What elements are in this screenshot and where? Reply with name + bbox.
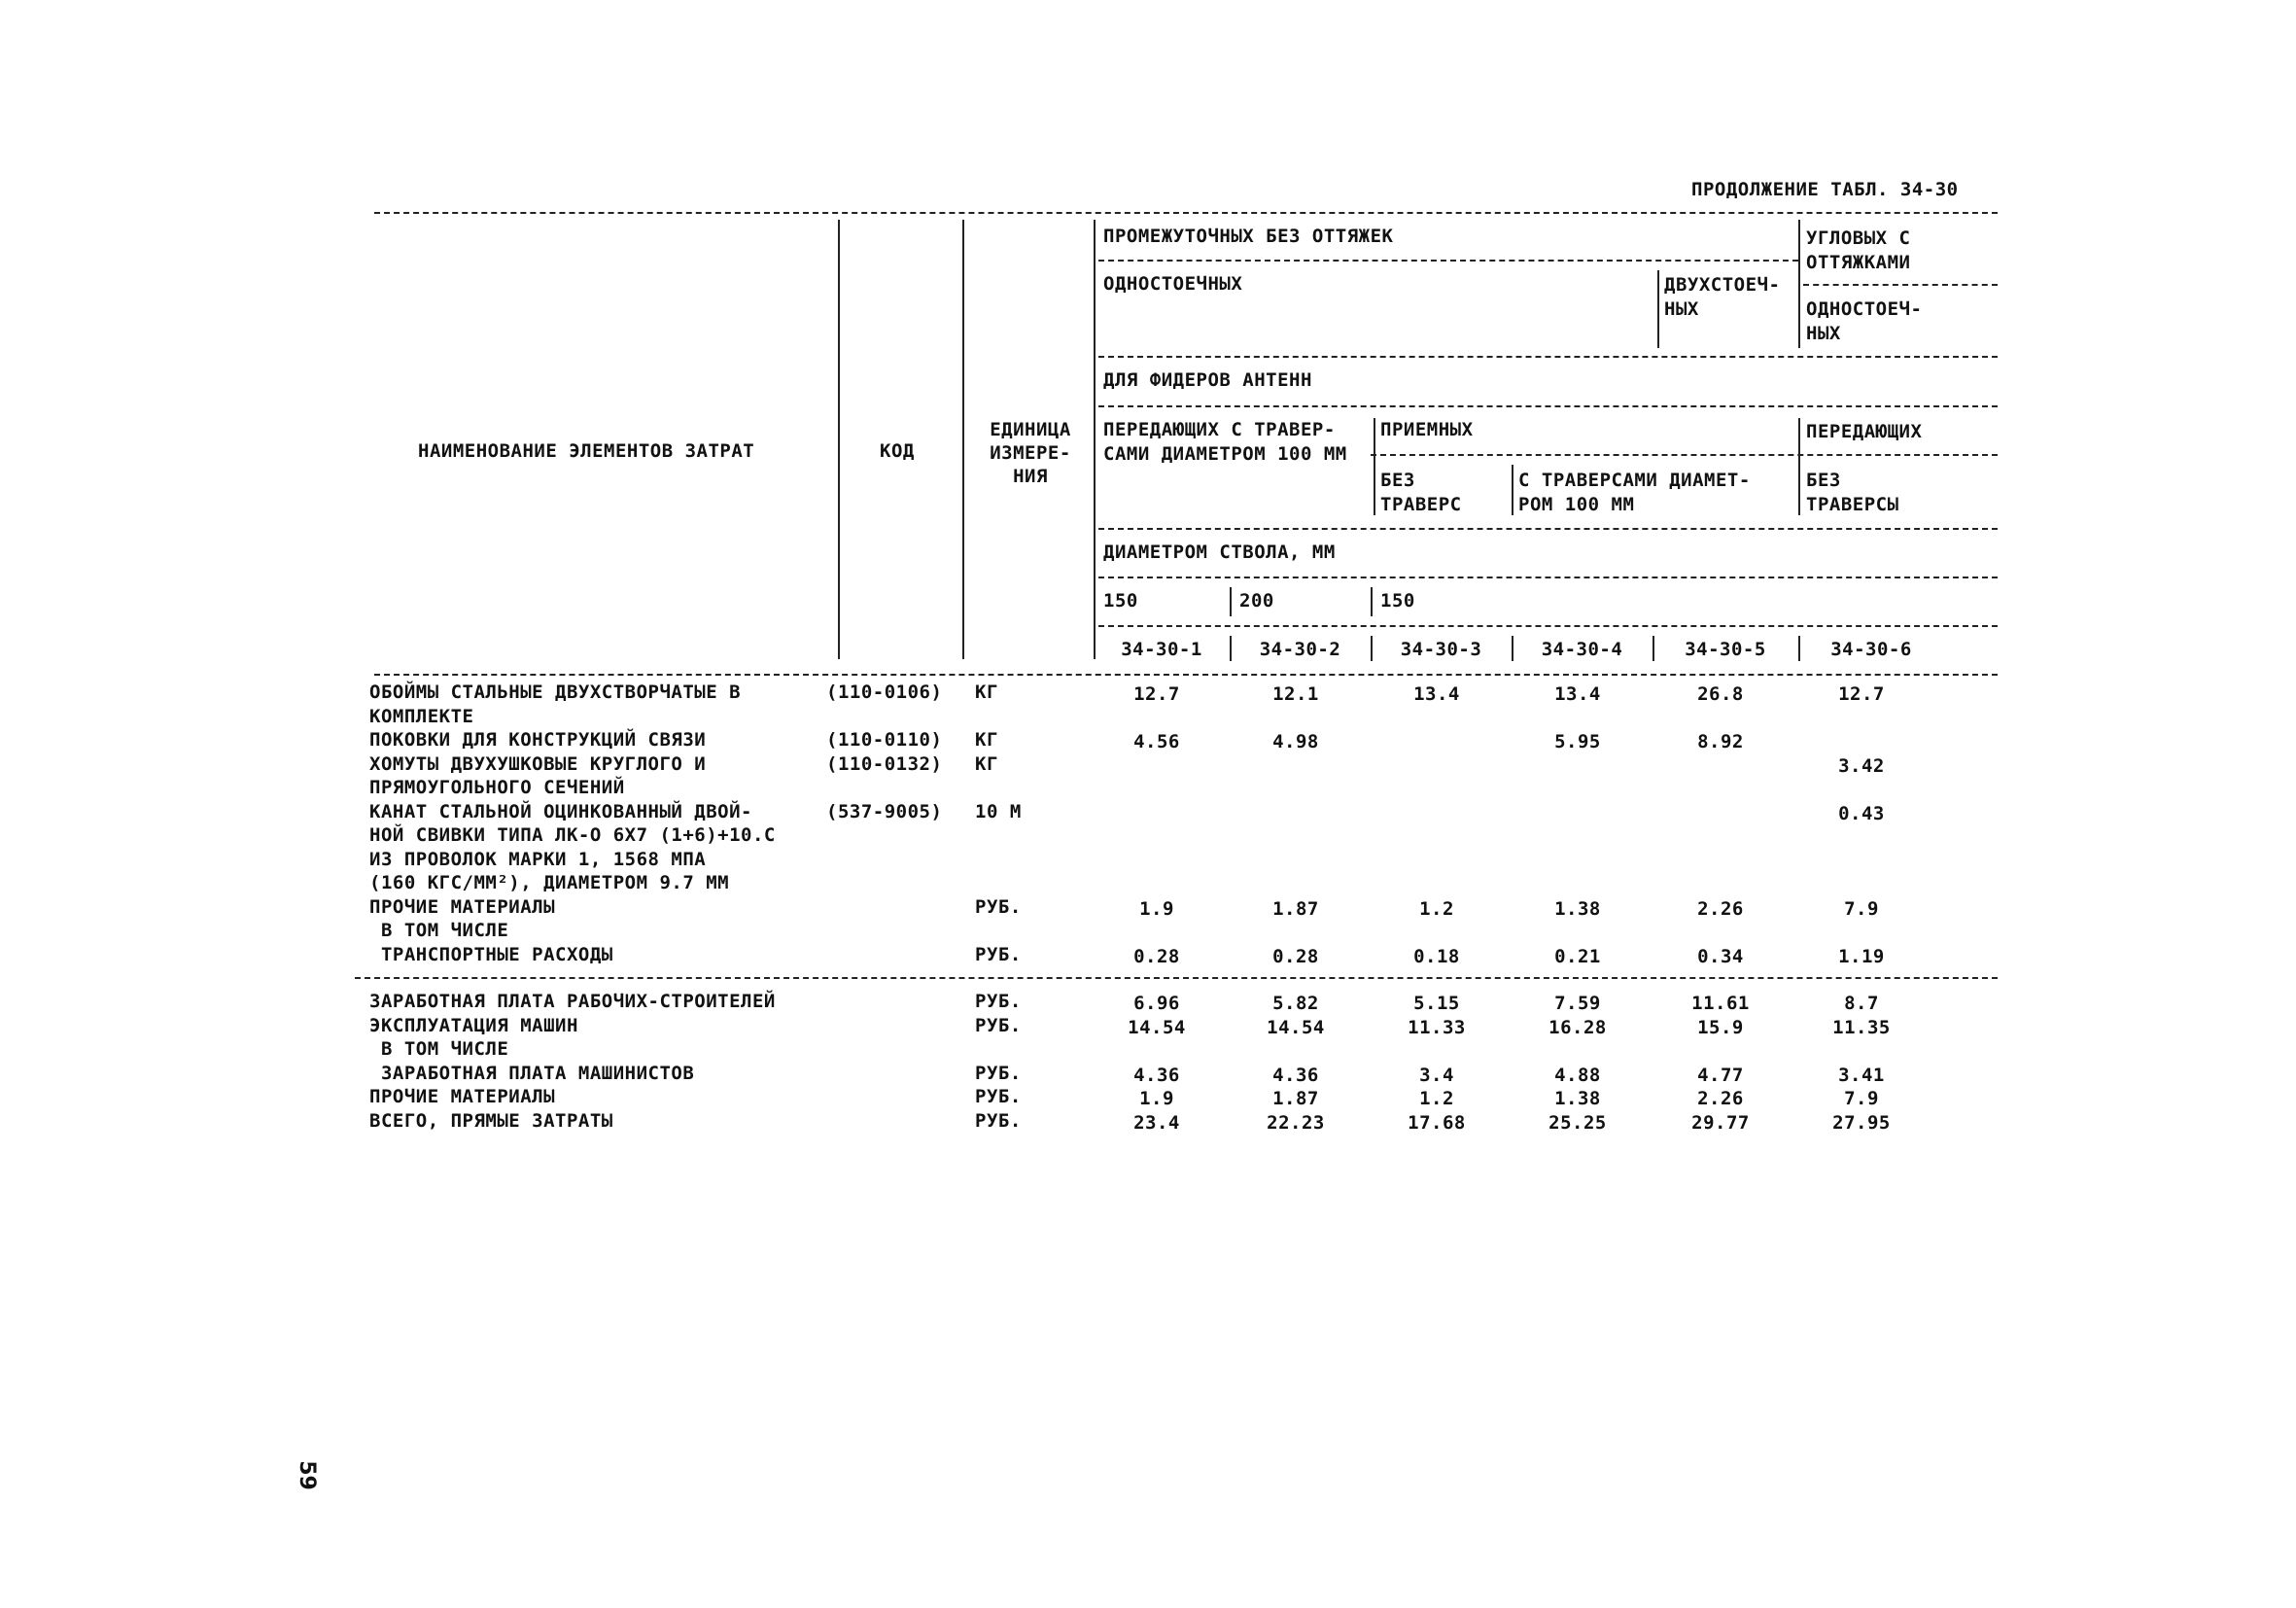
header-transmit-travers-1: ПЕРЕДАЮЩИХ С ТРАВЕР- bbox=[1103, 419, 1336, 440]
row-value: 0.43 bbox=[1838, 802, 1885, 824]
column-code-2: 34-30-2 bbox=[1259, 639, 1341, 660]
row-unit: РУБ. bbox=[975, 1086, 1022, 1107]
col-sep-code3 bbox=[1371, 636, 1373, 661]
row-value: 1.2 bbox=[1419, 897, 1454, 920]
row-value: 23.4 bbox=[1133, 1111, 1180, 1134]
row-value: 7.59 bbox=[1554, 993, 1601, 1014]
header-top-rule bbox=[374, 212, 1998, 214]
row-name-line: ХОМУТЫ ДВУХУШКОВЫЕ КРУГЛОГО И bbox=[369, 752, 707, 775]
row-value: 13.4 bbox=[1554, 683, 1601, 705]
header-no-traversy-2: ТРАВЕРСЫ bbox=[1806, 494, 1899, 515]
row-value: 13.4 bbox=[1413, 683, 1460, 705]
row-name-line: НОЙ СВИВКИ ТИПА ЛК-О 6Х7 (1+6)+10.С bbox=[369, 824, 776, 846]
header-rule-1b bbox=[1803, 284, 1998, 286]
row-name-line: ПРОЧИЕ МАТЕРИАЛЫ bbox=[369, 895, 556, 918]
column-code-5: 34-30-5 bbox=[1685, 639, 1766, 660]
row-value: 4.98 bbox=[1272, 731, 1319, 752]
header-transmit-travers-2: САМИ ДИАМЕТРОМ 100 ММ bbox=[1103, 443, 1347, 465]
table-caption: ПРОДОЛЖЕНИЕ ТАБЛ. 34-30 bbox=[1691, 179, 1959, 200]
row-value: 8.92 bbox=[1697, 731, 1744, 752]
row-value: 12.7 bbox=[1838, 683, 1885, 705]
row-value: 1.19 bbox=[1838, 945, 1885, 967]
row-value: 5.15 bbox=[1413, 993, 1460, 1014]
header-corner-2: ОТТЯЖКАМИ bbox=[1806, 252, 1911, 273]
header-rule-6 bbox=[1098, 577, 1998, 578]
row-value: 11.33 bbox=[1408, 1016, 1466, 1038]
row-value: 11.61 bbox=[1691, 993, 1750, 1014]
row-name-line: ТРАНСПОРТНЫЕ РАСХОДЫ bbox=[369, 943, 613, 965]
row-value: 0.18 bbox=[1413, 945, 1460, 967]
row-unit: РУБ. bbox=[975, 1014, 1022, 1036]
header-no-travers-2: ТРАВЕРС bbox=[1380, 494, 1462, 515]
row-value: 0.34 bbox=[1697, 945, 1744, 967]
row-value: 7.9 bbox=[1844, 897, 1879, 920]
row-value: 1.38 bbox=[1554, 897, 1601, 920]
section-divider-rule bbox=[355, 977, 1998, 979]
page-number: 59 bbox=[294, 1460, 319, 1490]
col-sep-travers bbox=[1512, 465, 1513, 515]
header-no-travers-1: БЕЗ bbox=[1380, 470, 1415, 491]
col-sep-unit bbox=[1094, 220, 1096, 659]
header-unit-col-2: ИЗМЕРЕ- bbox=[990, 442, 1071, 464]
row-name-line: ОБОЙМЫ СТАЛЬНЫЕ ДВУХСТВОРЧАТЫЕ В bbox=[369, 682, 742, 703]
row-value: 16.28 bbox=[1548, 1016, 1607, 1038]
header-name-col: НАИМЕНОВАНИЕ ЭЛЕМЕНТОВ ЗАТРАТ bbox=[418, 440, 755, 462]
row-value: 22.23 bbox=[1267, 1111, 1325, 1134]
row-value: 2.26 bbox=[1697, 897, 1744, 920]
header-with-travers-1: С ТРАВЕРСАМИ ДИАМЕТ- bbox=[1518, 470, 1751, 491]
row-unit: 10 М bbox=[975, 800, 1022, 822]
col-sep-corner bbox=[1798, 220, 1800, 348]
row-value: 3.4 bbox=[1419, 1064, 1454, 1086]
row-value: 1.9 bbox=[1139, 897, 1174, 920]
col-sep-d200 bbox=[1230, 587, 1232, 616]
header-transmitting: ПЕРЕДАЮЩИХ bbox=[1806, 421, 1923, 442]
row-value: 2.26 bbox=[1697, 1088, 1744, 1109]
row-value: 8.7 bbox=[1844, 993, 1879, 1014]
row-value: 5.82 bbox=[1272, 993, 1319, 1014]
row-name-line: ЭКСПЛУАТАЦИЯ МАШИН bbox=[369, 1014, 578, 1036]
row-value: 14.54 bbox=[1267, 1016, 1325, 1038]
column-code-3: 34-30-3 bbox=[1400, 639, 1482, 660]
row-value: 26.8 bbox=[1697, 683, 1744, 705]
row-value: 1.87 bbox=[1272, 897, 1319, 920]
row-name-line: ПРЯМОУГОЛЬНОГО СЕЧЕНИЙ bbox=[369, 777, 625, 798]
header-rule-2 bbox=[1098, 356, 1998, 358]
header-unit-col-1: ЕДИНИЦА bbox=[990, 419, 1071, 440]
header-diameter-150b: 150 bbox=[1380, 590, 1415, 612]
header-rule-1 bbox=[1098, 260, 1798, 262]
col-sep-name bbox=[838, 220, 840, 659]
row-unit: РУБ. bbox=[975, 895, 1022, 918]
row-value: 4.77 bbox=[1697, 1064, 1744, 1086]
col-sep-transmit bbox=[1798, 418, 1800, 515]
row-unit: КГ bbox=[975, 682, 998, 703]
row-name-line: ПОКОВКИ ДЛЯ КОНСТРУКЦИЙ СВЯЗИ bbox=[369, 729, 707, 751]
row-value: 0.21 bbox=[1554, 945, 1601, 967]
header-rule-3 bbox=[1098, 405, 1998, 407]
row-value: 11.35 bbox=[1832, 1016, 1891, 1038]
header-double-post-2: НЫХ bbox=[1664, 298, 1699, 320]
row-unit: КГ bbox=[975, 729, 998, 751]
row-name-line: ВСЕГО, ПРЯМЫЕ ЗАТРАТЫ bbox=[369, 1109, 613, 1132]
header-with-travers-2: РОМ 100 ММ bbox=[1518, 494, 1635, 515]
row-unit: РУБ. bbox=[975, 1062, 1022, 1084]
row-value: 3.41 bbox=[1838, 1064, 1885, 1086]
row-value: 4.36 bbox=[1133, 1064, 1180, 1086]
row-name-line: ИЗ ПРОВОЛОК МАРКИ 1, 1568 МПА bbox=[369, 848, 707, 870]
row-name-line: ЗАРАБОТНАЯ ПЛАТА РАБОЧИХ-СТРОИТЕЛЕЙ bbox=[369, 991, 776, 1012]
header-intermediate: ПРОМЕЖУТОЧНЫХ БЕЗ ОТТЯЖЕК bbox=[1103, 226, 1394, 247]
header-trunk-diameter: ДИАМЕТРОМ СТВОЛА, ММ bbox=[1103, 542, 1336, 563]
row-code: (537-9005) bbox=[826, 800, 943, 822]
row-unit: РУБ. bbox=[975, 943, 1022, 965]
row-value: 4.36 bbox=[1272, 1064, 1319, 1086]
header-diameter-150: 150 bbox=[1103, 590, 1138, 612]
header-bottom-rule bbox=[374, 674, 1998, 676]
row-value: 6.96 bbox=[1133, 993, 1180, 1014]
header-code-col: КОД bbox=[880, 440, 915, 462]
header-no-traversy-1: БЕЗ bbox=[1806, 470, 1841, 491]
row-value: 17.68 bbox=[1408, 1111, 1466, 1134]
col-sep-d150 bbox=[1371, 587, 1373, 616]
row-value: 3.42 bbox=[1838, 754, 1885, 777]
row-value: 7.9 bbox=[1844, 1088, 1879, 1109]
row-value: 4.56 bbox=[1133, 731, 1180, 752]
header-single-post2-1: ОДНОСТОЕЧ- bbox=[1806, 298, 1923, 320]
row-value: 1.2 bbox=[1419, 1088, 1454, 1109]
header-rule-5 bbox=[1098, 528, 1998, 530]
column-code-1: 34-30-1 bbox=[1121, 639, 1202, 660]
row-value: 15.9 bbox=[1697, 1016, 1744, 1038]
column-code-4: 34-30-4 bbox=[1541, 639, 1623, 660]
header-double-post-1: ДВУХСТОЕЧ- bbox=[1664, 274, 1781, 296]
col-sep-code4 bbox=[1512, 636, 1513, 661]
col-sep-code2 bbox=[1230, 636, 1232, 661]
row-name-line: В ТОМ ЧИСЛЕ bbox=[369, 920, 509, 941]
header-corner-1: УГЛОВЫХ С bbox=[1806, 227, 1911, 249]
header-single-post2-2: НЫХ bbox=[1806, 323, 1841, 344]
header-feeders: ДЛЯ ФИДЕРОВ АНТЕНН bbox=[1103, 369, 1312, 391]
header-receiving: ПРИЕМНЫХ bbox=[1380, 419, 1474, 440]
header-rule-7 bbox=[1098, 625, 1998, 627]
row-value: 0.28 bbox=[1133, 945, 1180, 967]
row-value: 12.1 bbox=[1272, 683, 1319, 705]
col-sep-double bbox=[1657, 270, 1659, 348]
column-code-6: 34-30-6 bbox=[1830, 639, 1912, 660]
row-value: 1.38 bbox=[1554, 1088, 1601, 1109]
col-sep-code bbox=[962, 220, 964, 659]
row-value: 12.7 bbox=[1133, 683, 1180, 705]
row-name-line: ЗАРАБОТНАЯ ПЛАТА МАШИНИСТОВ bbox=[369, 1062, 695, 1084]
row-name-line: В ТОМ ЧИСЛЕ bbox=[369, 1038, 509, 1060]
col-sep-receive bbox=[1374, 418, 1375, 515]
row-value: 1.9 bbox=[1139, 1088, 1174, 1109]
row-value: 25.25 bbox=[1548, 1111, 1607, 1134]
row-unit: РУБ. bbox=[975, 991, 1022, 1012]
row-value: 1.87 bbox=[1272, 1088, 1319, 1109]
row-name-line: (160 КГС/ММ²), ДИАМЕТРОМ 9.7 ММ bbox=[369, 872, 730, 893]
row-code: (110-0106) bbox=[826, 682, 943, 703]
row-value: 14.54 bbox=[1128, 1016, 1186, 1038]
col-sep-code5 bbox=[1652, 636, 1654, 661]
row-value: 29.77 bbox=[1691, 1111, 1750, 1134]
row-name-line: КОМПЛЕКТЕ bbox=[369, 705, 474, 727]
row-value: 0.28 bbox=[1272, 945, 1319, 967]
row-name-line: ПРОЧИЕ МАТЕРИАЛЫ bbox=[369, 1086, 556, 1107]
row-code: (110-0132) bbox=[826, 752, 943, 775]
col-sep-code6 bbox=[1798, 636, 1800, 661]
row-value: 5.95 bbox=[1554, 731, 1601, 752]
row-code: (110-0110) bbox=[826, 729, 943, 751]
header-unit-col-3: НИЯ bbox=[1013, 466, 1048, 487]
row-name-line: КАНАТ СТАЛЬНОЙ ОЦИНКОВАННЫЙ ДВОЙ- bbox=[369, 800, 752, 822]
row-unit: РУБ. bbox=[975, 1109, 1022, 1132]
row-value: 4.88 bbox=[1554, 1064, 1601, 1086]
header-single-post: ОДНОСТОЕЧНЫХ bbox=[1103, 273, 1243, 295]
row-value: 27.95 bbox=[1832, 1111, 1891, 1134]
row-unit: КГ bbox=[975, 752, 998, 775]
header-rule-4 bbox=[1371, 454, 1998, 456]
header-diameter-200: 200 bbox=[1239, 590, 1274, 612]
